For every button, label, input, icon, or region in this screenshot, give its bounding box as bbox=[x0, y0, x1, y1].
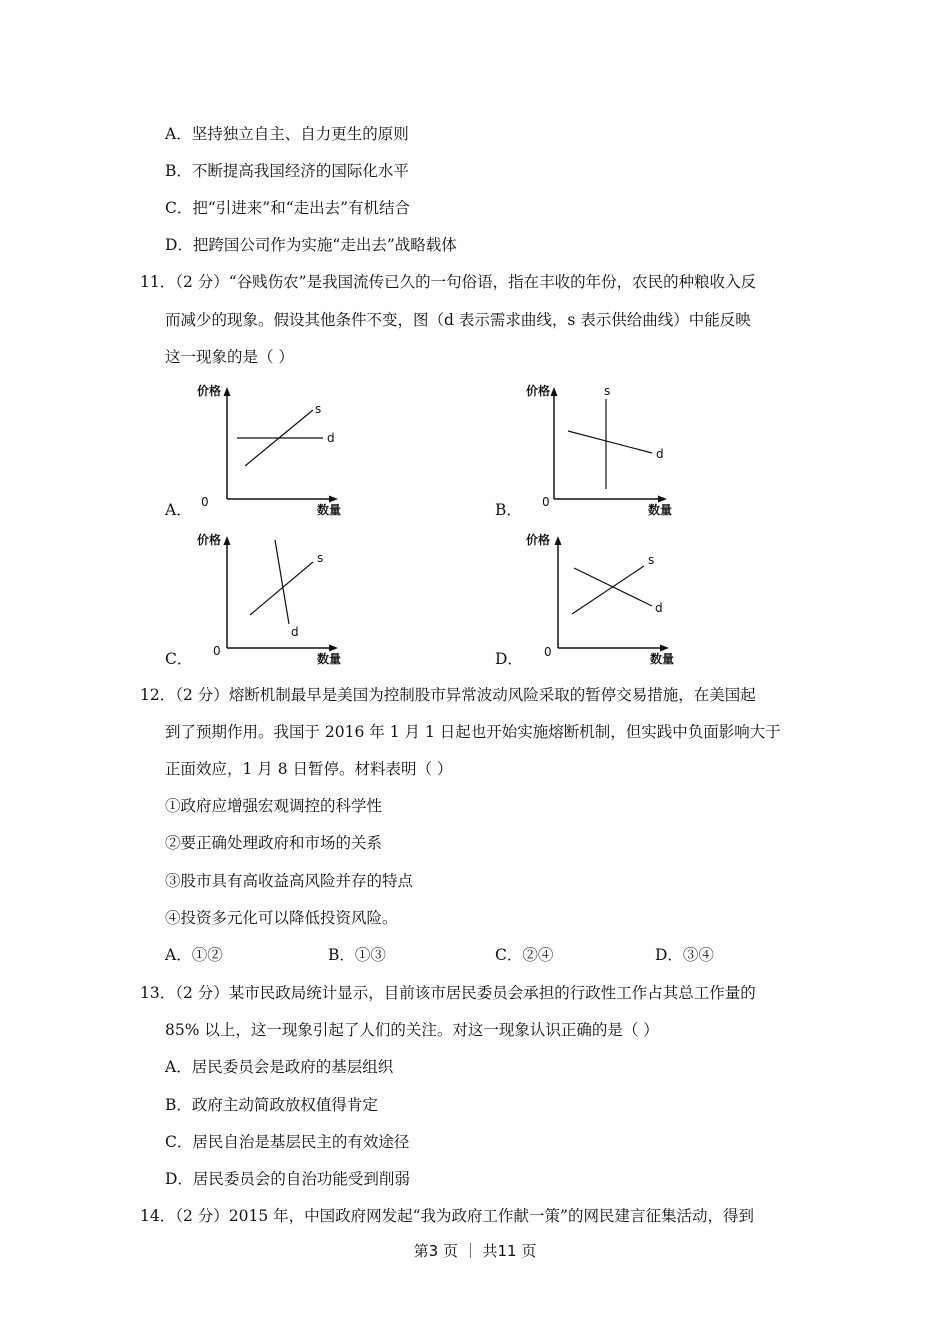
q12-statement-2: ②要正确处理政府和市场的关系 bbox=[165, 834, 383, 852]
q11-graph-d bbox=[524, 532, 694, 672]
x-axis-label: 数量 bbox=[317, 503, 342, 517]
supply-label: s bbox=[315, 402, 322, 416]
q11-graph-d-option: D． bbox=[495, 650, 523, 668]
q10-option-d: D．把跨国公司作为实施“走出去”战略载体 bbox=[165, 236, 457, 254]
q13-stem-line-2: 85% 以上，这一现象引起了人们的关注。对这一现象认识正确的是（ ） bbox=[165, 1021, 659, 1039]
q12-statement-4: ④投资多元化可以降低投资风险。 bbox=[165, 909, 398, 927]
q11-stem-line-1: 11．（2 分）“谷贱伤农”是我国流传已久的一句俗语，指在丰收的年份，农民的种粮收入反 bbox=[140, 273, 757, 291]
q11-stem-line-2: 而减少的现象。假设其他条件不变，图（d 表示需求曲线，s 表示供给曲线）中能反映 bbox=[165, 311, 751, 329]
y-axis-label: 价格 bbox=[197, 384, 222, 398]
q11-graph-a bbox=[195, 383, 365, 523]
q12-choice-d: D．③④ bbox=[655, 946, 714, 964]
q10-option-a: A．坚持独立自主、自力更生的原则 bbox=[165, 125, 409, 143]
origin-label: 0 bbox=[213, 644, 221, 658]
supply-label: s bbox=[648, 553, 655, 567]
q13-option-a: A．居民委员会是政府的基层组织 bbox=[165, 1058, 394, 1076]
origin-label: 0 bbox=[201, 495, 209, 509]
q14-stem-line-1: 14．（2 分）2015 年，中国政府网发起“我为政府工作献一策”的网民建言征集活动，得到 bbox=[140, 1207, 754, 1225]
q10-option-b: B．不断提高我国经济的国际化水平 bbox=[165, 162, 409, 180]
q12-stem-line-2: 到了预期作用。我国于 2016 年 1 月 1 日起也开始实施熔断机制，但实践中负面影响大于 bbox=[165, 723, 781, 741]
demand-label: d bbox=[327, 431, 335, 445]
q13-option-d: D．居民委员会的自治功能受到削弱 bbox=[165, 1170, 410, 1188]
q12-statement-3: ③股市具有高收益高风险并存的特点 bbox=[165, 872, 414, 890]
x-axis-label: 数量 bbox=[650, 652, 675, 666]
q12-choice-a: A．①② bbox=[165, 946, 223, 964]
x-axis-label: 数量 bbox=[648, 503, 673, 517]
page-footer: 第3 页 ｜ 共11 页 bbox=[413, 1242, 537, 1260]
y-axis-label: 价格 bbox=[526, 533, 551, 547]
y-axis-label: 价格 bbox=[526, 384, 551, 398]
q12-stem-line-1: 12．（2 分）熔断机制最早是美国为控制股市异常波动风险采取的暂停交易措施，在美国起 bbox=[140, 686, 756, 704]
q13-stem-line-1: 13．（2 分）某市民政局统计显示，目前该市居民委员会承担的行政性工作占其总工作量的 bbox=[140, 984, 756, 1002]
q11-graph-c bbox=[195, 532, 365, 672]
q12-choice-c: C．②④ bbox=[495, 946, 554, 964]
y-axis-label: 价格 bbox=[197, 533, 222, 547]
supply-curve bbox=[250, 562, 313, 615]
demand-curve bbox=[275, 540, 289, 624]
supply-label: s bbox=[317, 551, 324, 565]
origin-label: 0 bbox=[544, 645, 552, 659]
q11-graph-b-option: B． bbox=[495, 501, 522, 519]
q13-option-b: B．政府主动简政放权值得肯定 bbox=[165, 1096, 378, 1114]
demand-label: d bbox=[655, 601, 663, 615]
supply-label: s bbox=[604, 384, 611, 398]
demand-curve bbox=[568, 431, 652, 453]
demand-label: d bbox=[291, 625, 299, 639]
q11-graph-c-option: C． bbox=[165, 650, 193, 668]
q13-option-c: C．居民自治是基层民主的有效途径 bbox=[165, 1133, 410, 1151]
q12-statement-1: ①政府应增强宏观调控的科学性 bbox=[165, 797, 383, 815]
x-axis-label: 数量 bbox=[317, 652, 342, 666]
demand-label: d bbox=[656, 447, 664, 461]
q10-option-c: C．把“引进来”和“走出去”有机结合 bbox=[165, 199, 411, 217]
demand-curve bbox=[574, 568, 652, 606]
q11-graph-a-option: A． bbox=[165, 501, 192, 519]
supply-curve bbox=[572, 566, 644, 614]
origin-label: 0 bbox=[542, 495, 550, 509]
q12-stem-line-3: 正面效应，1 月 8 日暂停。材料表明（ ） bbox=[165, 760, 453, 778]
q11-stem-line-3: 这一现象的是（ ） bbox=[165, 348, 294, 366]
q12-choice-b: B．①③ bbox=[328, 946, 386, 964]
q11-graph-b bbox=[524, 383, 694, 523]
